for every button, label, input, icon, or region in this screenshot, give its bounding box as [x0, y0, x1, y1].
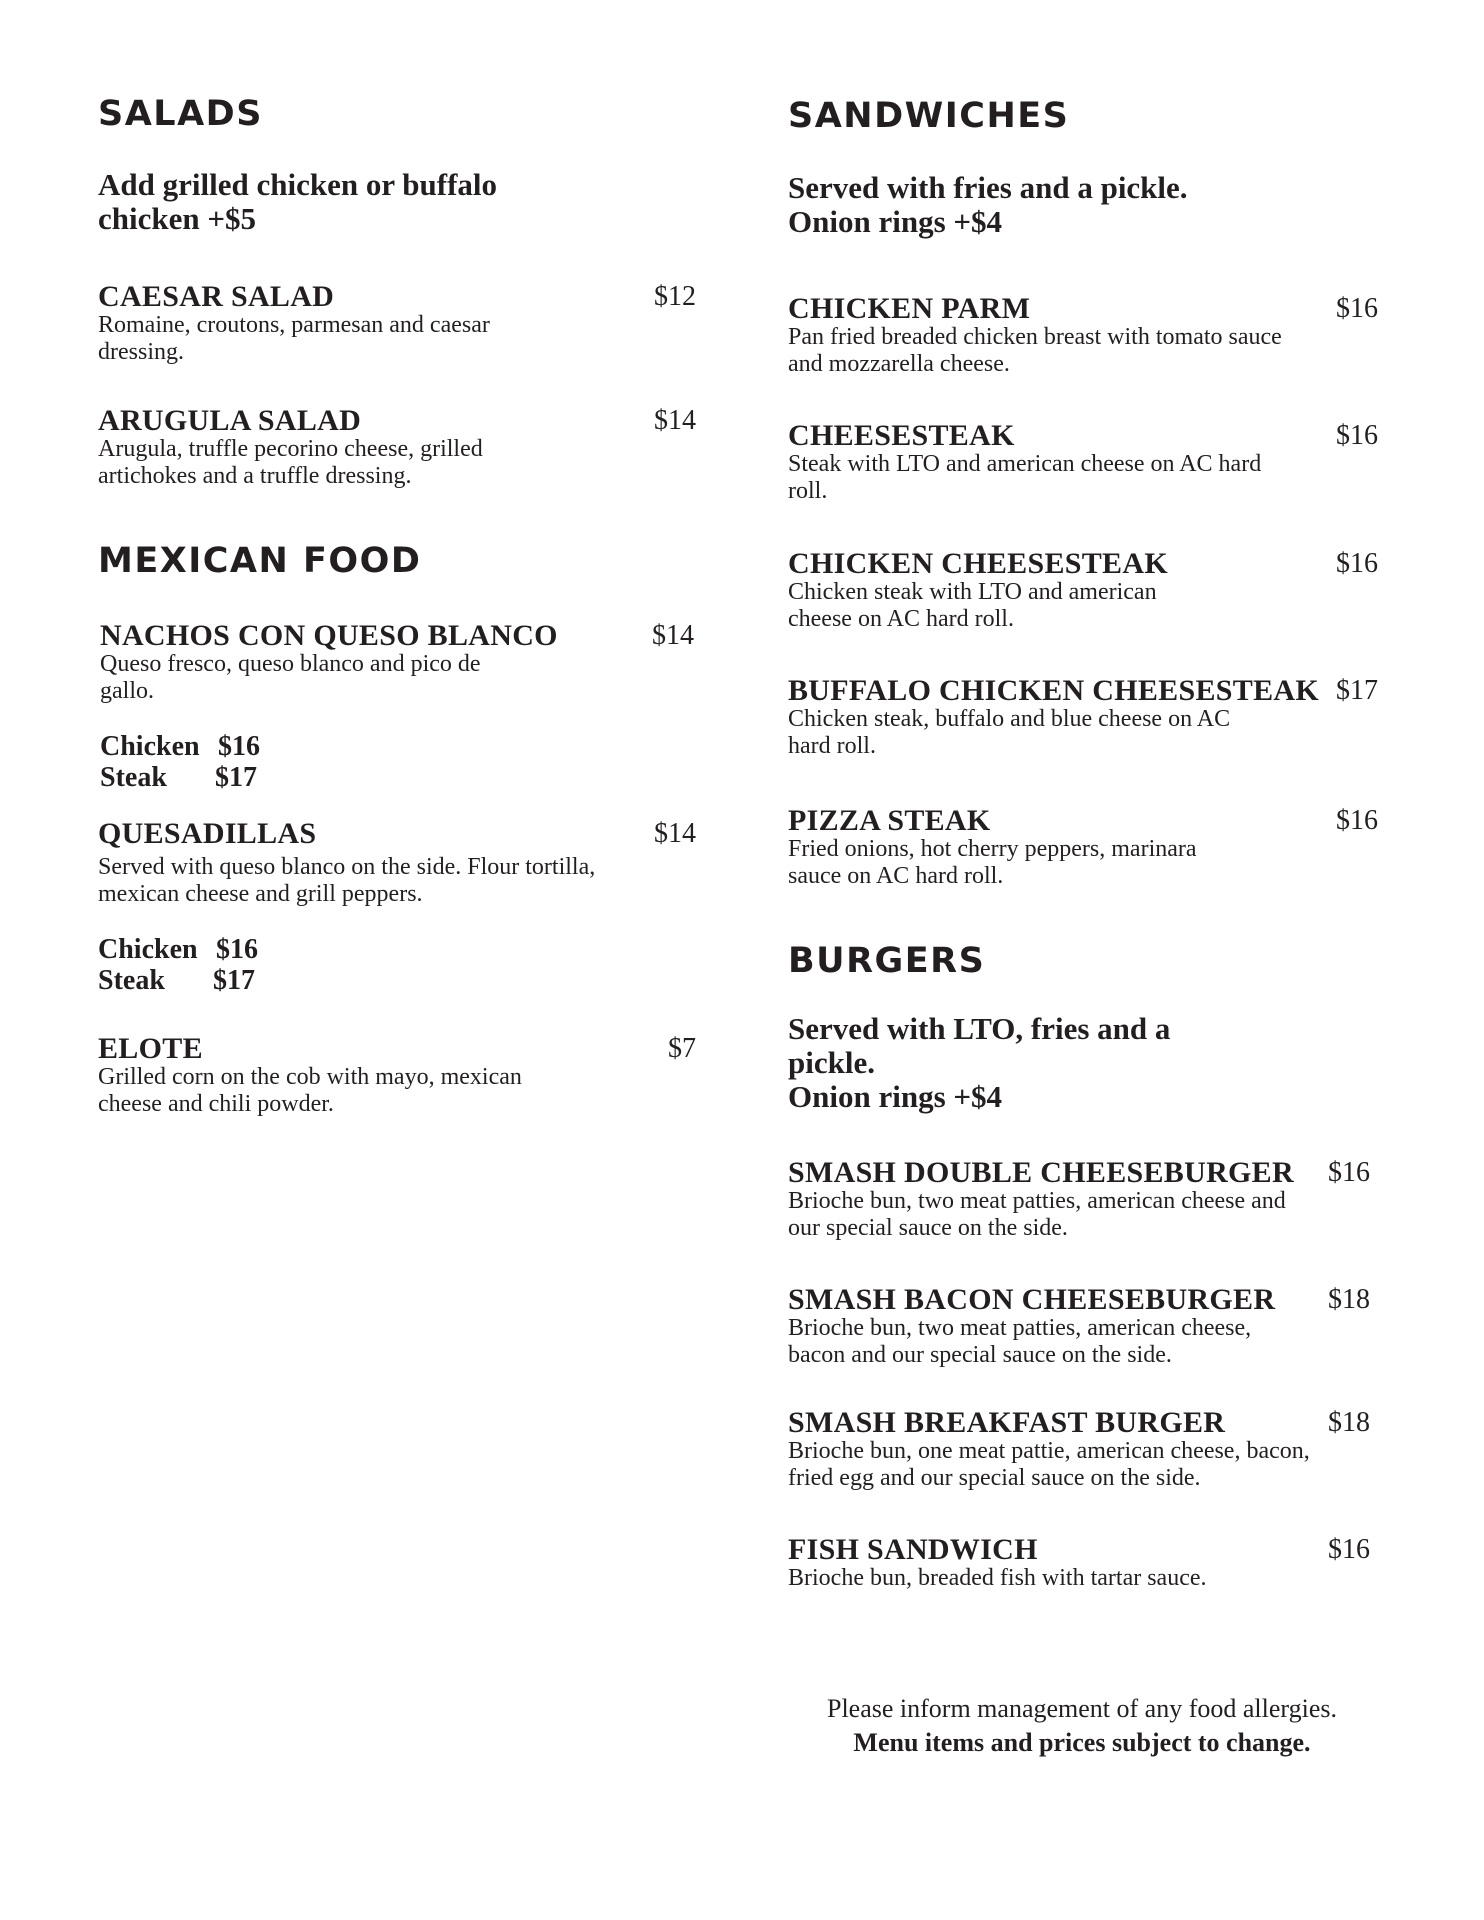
item-description: Fried onions, hot cherry peppers, marinara sauce on AC hard roll.: [788, 836, 1197, 889]
item-name: CHEESESTEAK: [788, 419, 1015, 452]
mexican-food-title: MEXICAN FOOD: [98, 541, 422, 581]
item-price: $14: [652, 620, 694, 651]
item-price: $14: [654, 405, 696, 436]
item-price: $16: [1336, 293, 1378, 324]
burgers-title: BURGERS: [788, 941, 986, 981]
addon-label: Steak: [98, 965, 165, 996]
item-price: $12: [654, 281, 696, 312]
item-name: FISH SANDWICH: [788, 1533, 1038, 1566]
item-description: Romaine, croutons, parmesan and caesar dressing.: [98, 312, 490, 365]
item-price: $16: [1336, 548, 1378, 579]
item-price: $16: [1328, 1534, 1370, 1565]
item-description: Served with queso blanco on the side. Flour tortilla, mexican cheese and grill peppers.: [98, 854, 596, 907]
addon-label: Chicken: [98, 934, 198, 965]
item-name: NACHOS CON QUESO BLANCO: [100, 619, 558, 652]
salads-title: SALADS: [98, 94, 263, 134]
addon-label: Chicken: [100, 731, 200, 762]
item-name: SMASH DOUBLE CHEESEBURGER: [788, 1156, 1294, 1189]
item-description: Steak with LTO and american cheese on AC hard roll.: [788, 451, 1262, 504]
addon-row: [100, 762, 340, 793]
sandwiches-note-line2: Onion rings +$4: [788, 204, 1003, 239]
item-name: CHICKEN PARM: [788, 292, 1031, 325]
item-name: SMASH BACON CHEESEBURGER: [788, 1283, 1276, 1316]
addon-row: [98, 934, 338, 965]
item-price: $16: [1336, 805, 1378, 836]
item-price: $14: [654, 818, 696, 849]
item-price: $16: [1336, 420, 1378, 451]
item-name: PIZZA STEAK: [788, 804, 991, 837]
item-price: $18: [1328, 1284, 1370, 1315]
addon-price: $17: [213, 965, 255, 996]
addon-price: $17: [215, 762, 257, 793]
item-description: Brioche bun, one meat pattie, american cheese, bacon, fried egg and our special sauce on the side.: [788, 1438, 1310, 1491]
addon-price: $16: [218, 731, 260, 762]
item-name: QUESADILLAS: [98, 817, 317, 850]
item-description: Brioche bun, two meat patties, american cheese and our special sauce on the side.: [788, 1188, 1286, 1241]
item-price: $18: [1328, 1407, 1370, 1438]
item-description: Brioche bun, breaded fish with tartar sauce.: [788, 1565, 1207, 1591]
item-name: CAESAR SALAD: [98, 280, 335, 313]
item-name: BUFFALO CHICKEN CHEESESTEAK: [788, 674, 1319, 707]
addon-row: [100, 731, 340, 762]
item-description: Arugula, truffle pecorino cheese, grilled artichokes and a truffle dressing.: [98, 436, 483, 489]
item-name: SMASH BREAKFAST BURGER: [788, 1406, 1226, 1439]
quesadillas-addons: [98, 934, 338, 996]
sandwiches-title: SANDWICHES: [788, 96, 1070, 136]
item-name: ARUGULA SALAD: [98, 404, 362, 437]
burgers-note-line2: Onion rings +$4: [788, 1079, 1003, 1114]
addon-label: Steak: [100, 762, 167, 793]
price-change-notice: Menu items and prices subject to change.: [853, 1728, 1311, 1757]
item-name: ELOTE: [98, 1032, 203, 1065]
addon-row: [98, 965, 338, 996]
item-price: $16: [1328, 1157, 1370, 1188]
item-price: $17: [1336, 675, 1378, 706]
addon-price: $16: [216, 934, 258, 965]
sandwiches-note: [788, 171, 1308, 239]
item-description: Chicken steak with LTO and american cheese on AC hard roll.: [788, 579, 1157, 632]
burgers-note: [788, 1012, 1308, 1114]
item-description: Queso fresco, queso blanco and pico de gallo.: [100, 651, 481, 704]
item-description: Grilled corn on the cob with mayo, mexican cheese and chili powder.: [98, 1064, 522, 1117]
footer-notice: [788, 1692, 1376, 1760]
sandwiches-note-line1: Served with fries and a pickle.: [788, 170, 1188, 205]
item-description: Chicken steak, buffalo and blue cheese on AC hard roll.: [788, 706, 1231, 759]
allergy-notice: Please inform management of any food allergies.: [827, 1694, 1337, 1723]
burgers-note-line1: Served with LTO, fries and a pickle.: [788, 1011, 1171, 1080]
item-price: $7: [668, 1033, 696, 1064]
salads-note: Add grilled chicken or buffalo chicken +$5: [98, 167, 498, 236]
nachos-addons: [100, 731, 340, 793]
item-name: CHICKEN CHEESESTEAK: [788, 547, 1168, 580]
item-description: Pan fried breaded chicken breast with tomato sauce and mozzarella cheese.: [788, 324, 1282, 377]
item-description: Brioche bun, two meat patties, american cheese, bacon and our special sauce on the side.: [788, 1315, 1252, 1368]
